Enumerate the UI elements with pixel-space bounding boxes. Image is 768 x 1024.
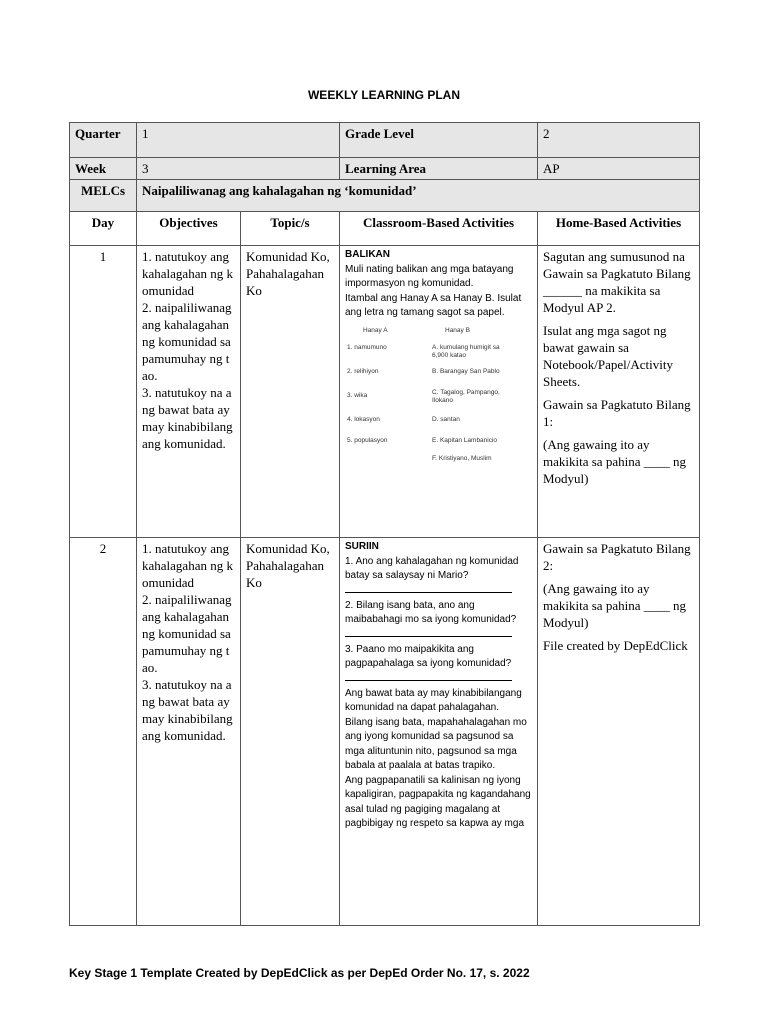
lesson-paragraph: Bilang isang bata, mapahahalagahan mo ang iyong komunidad sa pagsunod sa mga alituntunin nito, pagsunod sa mga babala at paalala at batas trapiko. xyxy=(345,716,527,771)
learning-area-label: Learning Area xyxy=(340,158,538,180)
hanay-b-item: A. kumulang humigit sa 6,900 katao xyxy=(432,343,500,359)
classroom-activities-cell xyxy=(340,246,538,538)
learning-area-value: AP xyxy=(538,158,700,180)
home-activity-text: Isulat ang mga sagot ng bawat gawain sa Notebook/Papel/Activity Sheets. xyxy=(543,323,673,389)
home-activity-text: Gawain sa Pagkatuto Bilang 2: xyxy=(543,541,691,573)
question-text: 3. Paano mo maipakikita ang pagpapahalaga sa iyong komunidad? xyxy=(345,643,512,669)
hanay-b-item: D. santan xyxy=(432,415,460,423)
week-label: Week xyxy=(70,158,137,180)
objective-item: 2. naipaliliwanag ang kahalagahan ng komunidad sa pamumuhay ng tao. xyxy=(142,592,232,675)
col-day: Day xyxy=(70,212,137,246)
col-objectives: Objectives xyxy=(137,212,241,246)
grade-level-label: Grade Level xyxy=(340,123,538,158)
home-activity-text: Gawain sa Pagkatuto Bilang 1: xyxy=(543,397,691,429)
grade-level-value: 2 xyxy=(538,123,700,158)
hanay-b-item: C. Tagalog, Pampango, Ilokano xyxy=(432,388,500,404)
home-activity-text: (Ang gawaing ito ay makikita sa pahina ____ ng Modyul) xyxy=(543,581,686,630)
question-text: 1. Ano ang kahalagahan ng komunidad batay sa salaysay ni Mario? xyxy=(345,555,519,581)
hanay-b-title: Hanay B xyxy=(445,326,470,334)
hanay-a-item: 4. lokasyon xyxy=(347,415,380,423)
hanay-a-item: 5. populasyon xyxy=(347,436,388,444)
question-text: 2. Bilang isang bata, ano ang maibabahagi mo sa iyong komunidad? xyxy=(345,599,517,625)
activity-instruction: Itambal ang Hanay A sa Hanay B. Isulat ang letra ng tamang sagot sa papel. xyxy=(345,292,522,318)
col-classroom-activities: Classroom-Based Activities xyxy=(340,212,538,246)
hanay-b-item: E. Kapitan Lambanicio xyxy=(432,436,498,444)
footer-note: Key Stage 1 Template Created by DepEdClick as per DepEd Order No. 17, s. 2022 xyxy=(69,966,530,980)
objectives-cell xyxy=(137,246,241,538)
hanay-b-item: B. Barangay San Pablo xyxy=(432,367,500,375)
hanay-a-title: Hanay A xyxy=(363,326,388,334)
melcs-value: Naipaliliwanag ang kahalagahan ng ‘komunidad’ xyxy=(137,180,700,212)
day-number: 2 xyxy=(70,538,137,926)
home-activity-text: Sagutan ang sumusunod na Gawain sa Pagkatuto Bilang ______ na makikita sa Modyul AP 2. xyxy=(543,249,691,315)
objective-item: 1. natutukoy ang kahalagahan ng komunidad xyxy=(142,541,233,590)
col-home-activities: Home-Based Activities xyxy=(538,212,700,246)
answer-line xyxy=(345,584,512,593)
objective-item: 3. natutukoy na ang bawat bata ay may kinabibilangang komunidad. xyxy=(142,677,233,743)
day-row-2 xyxy=(70,538,700,926)
week-value: 3 xyxy=(137,158,340,180)
melcs-row xyxy=(70,180,700,212)
quarter-value: 1 xyxy=(137,123,340,158)
answer-line xyxy=(345,672,512,681)
classroom-activities-cell xyxy=(340,538,538,926)
learning-plan-table xyxy=(69,122,700,926)
topic-cell: Komunidad Ko, Pahahalagahan Ko xyxy=(241,246,340,538)
objective-item: 2. naipaliliwanag ang kahalagahan ng komunidad sa pamumuhay ng tao. xyxy=(142,300,232,383)
home-activity-text: (Ang gawaing ito ay makikita sa pahina ____ ng Modyul) xyxy=(543,437,686,486)
activity-intro: Muli nating balikan ang mga batayang impormasyon ng komunidad. xyxy=(345,263,514,289)
lesson-paragraph: Ang pagpapanatili sa kalinisan ng iyong kapaligiran, pagpapakita ng kagandahang asal tulad ng pagiging magalang at pagbibigay ng respeto sa kapwa ay mga xyxy=(345,774,531,829)
objective-item: 3. natutukoy na ang bawat bata ay may kinabibilangang komunidad. xyxy=(142,385,233,451)
hanay-a-item: 2. relihiyon xyxy=(347,367,379,375)
objective-item: 1. natutukoy ang kahalagahan ng komunidad xyxy=(142,249,233,298)
quarter-row xyxy=(70,123,700,158)
activity-heading: SURIIN xyxy=(345,541,379,552)
activity-heading: BALIKAN xyxy=(345,249,390,260)
column-header-row xyxy=(70,212,700,246)
hanay-a-item: 1. namumuno xyxy=(347,343,387,351)
quarter-label: Quarter xyxy=(70,123,137,158)
matching-exercise xyxy=(345,327,532,465)
lesson-paragraph: Ang bawat bata ay may kinabibilangang komunidad na dapat pahalagahan. xyxy=(345,687,522,713)
home-activities-cell xyxy=(538,538,700,926)
col-topics: Topic/s xyxy=(241,212,340,246)
hanay-a-item: 3. wika xyxy=(347,391,368,399)
melcs-label: MELCs xyxy=(70,180,137,212)
hanay-b-item: F. Kristiyano, Muslim xyxy=(432,454,492,462)
day-number: 1 xyxy=(70,246,137,538)
answer-line xyxy=(345,628,512,637)
home-activities-cell xyxy=(538,246,700,538)
home-activity-text: File created by DepEdClick xyxy=(543,638,688,653)
objectives-cell xyxy=(137,538,241,926)
day-row-1 xyxy=(70,246,700,538)
topic-cell: Komunidad Ko, Pahahalagahan Ko xyxy=(241,538,340,926)
week-row xyxy=(70,158,700,180)
page-title: WEEKLY LEARNING PLAN xyxy=(307,88,460,102)
